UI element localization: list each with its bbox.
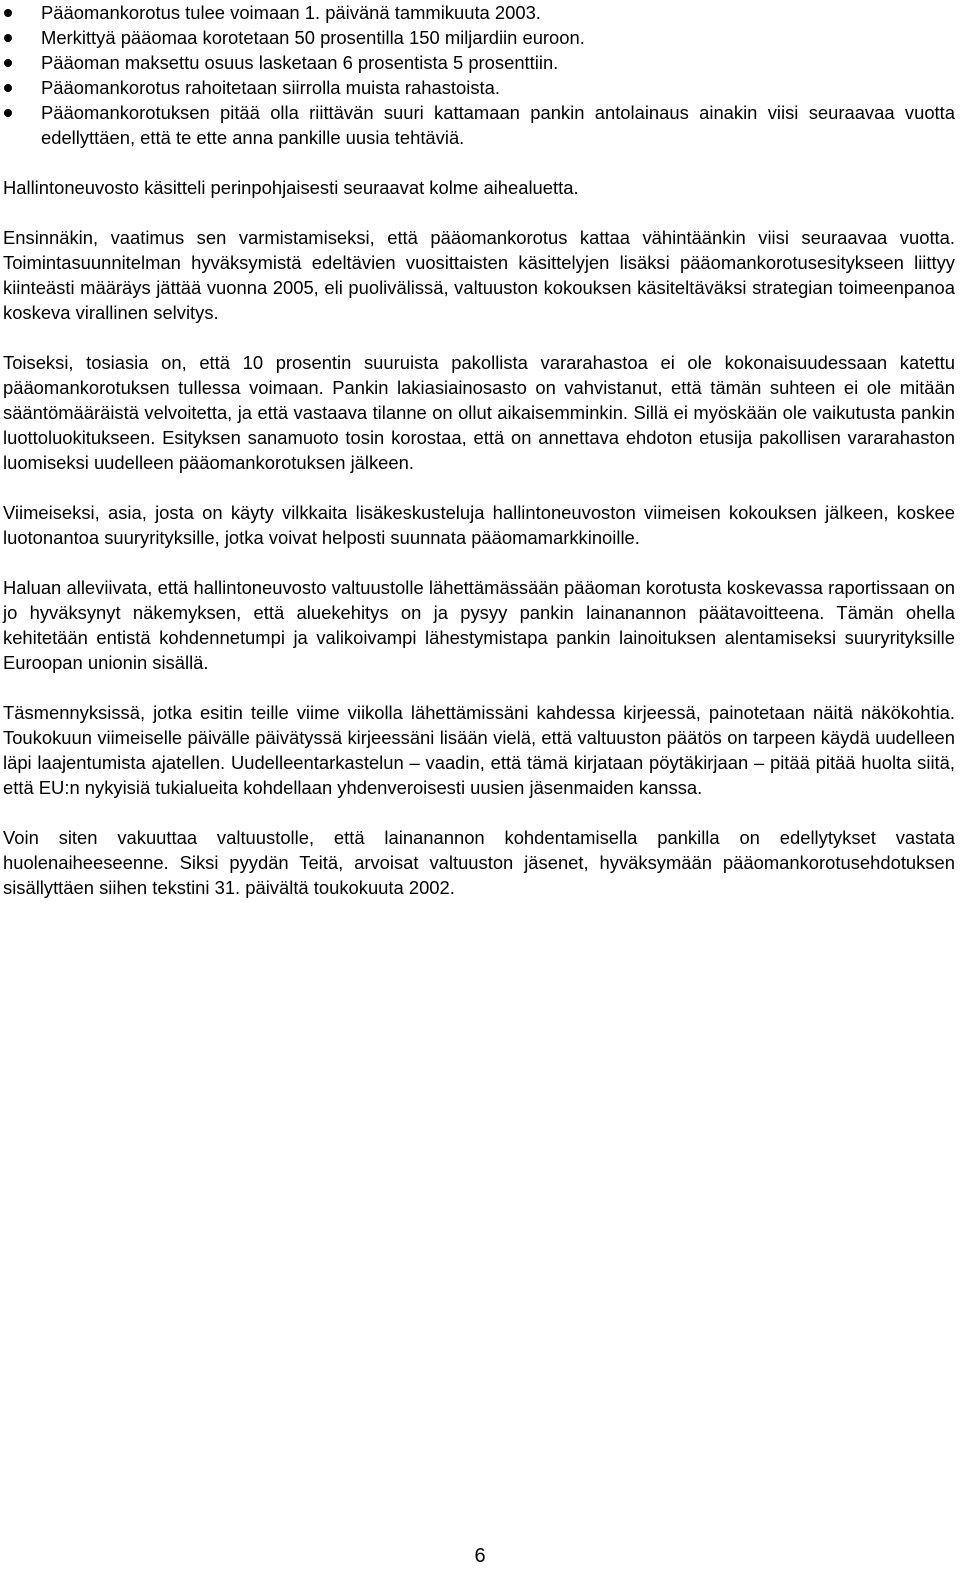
- bullet-text: Pääomankorotus tulee voimaan 1. päivänä tammikuuta 2003.: [41, 2, 541, 23]
- bullet-text: Pääomankorotuksen pitää olla riittävän suuri kattamaan pankin antolainaus ainakin viisi seuraavaa vuotta edellyttäen, että te ette anna pankille uusia tehtäviä.: [41, 102, 955, 148]
- bullet-item: [3, 0, 955, 25]
- bullet-list: [3, 0, 955, 150]
- paragraph-first-point: Ensinnäkin, vaatimus sen varmistamiseksi, että pääomankorotus kattaa vähintäänkin viisi seuraavaa vuotta. Toimintasuunnitelman hyväksymistä edeltävien vuosittaisten käsittelyjen lisäksi pääomankorotusesitykseen liittyy kiinteästi määräys jättää vuonna 2005, eli puolivälissä, valtuuston kokouksen käsiteltäväksi strategian toimeenpanoa koskeva virallinen selvitys.: [3, 227, 955, 323]
- paragraph-conclusion: Voin siten vakuuttaa valtuustolle, että lainanannon kohdentamisella pankilla on edellytykset vastata huolenaiheeseenne. Siksi pyydän Teitä, arvoisat valtuuston jäsenet, hyväksymään pääomankorotusehdotuksen sisällyttäen siihen tekstini 31. päivältä toukokuuta 2002.: [3, 827, 955, 898]
- bullet-text: Pääomankorotus rahoitetaan siirrolla muista rahastoista.: [41, 77, 500, 98]
- paragraph-last-point: Viimeiseksi, asia, josta on käyty vilkkaita lisäkeskusteluja hallintoneuvoston viimeisen kokouksen jälkeen, koskee luotonantoa suuryrityksille, jotka voivat helposti suunnata pääomamarkkinoille.: [3, 502, 955, 548]
- bullet-dot-icon: [4, 59, 12, 67]
- bullet-text: Pääoman maksettu osuus lasketaan 6 prosentista 5 prosenttiin.: [41, 52, 559, 73]
- paragraph-clarifications: Täsmennyksissä, jotka esitin teille viime viikolla lähettämissäni kahdessa kirjeessä, painotetaan näitä näkökohtia. Toukokuun viimeiselle päivälle päivätyssä kirjeessäni lisään vielä, että valtuuston päätös on tarpeen käydä uudelleen läpi laajentumista ajatellen. Uudelleentarkastelun – vaadin, että tämä kirjataan pöytäkirjaan – pitää pitää huolta siitä, että EU:n nykyisiä tukialueita kohdellaan yhdenveroisesti uusien jäsenmaiden kanssa.: [3, 702, 955, 798]
- bullet-item: [3, 50, 955, 75]
- bullet-item: [3, 75, 955, 100]
- bullet-text: Merkittyä pääomaa korotetaan 50 prosentilla 150 miljardiin euroon.: [41, 27, 585, 48]
- bullet-dot-icon: [4, 34, 12, 42]
- bullet-dot-icon: [4, 84, 12, 92]
- bullet-item: [3, 100, 955, 150]
- paragraph-intro: Hallintoneuvosto käsitteli perinpohjaisesti seuraavat kolme aihealuetta.: [3, 177, 579, 198]
- document-page: [3, 0, 955, 900]
- bullet-dot-icon: [4, 9, 12, 17]
- paragraph-emphasis: Haluan alleviivata, että hallintoneuvosto valtuustolle lähettämässään pääoman korotusta koskevassa raportissaan on jo hyväksynyt näkemyksen, että aluekehitys on ja pysyy pankin lainanannon päätavoitteena. Tämän ohella kehitetään entistä kohdennetumpi ja valikoivampi lähestymistapa pankin lainoituksen alentamiseksi suuryrityksille Euroopan unionin sisällä.: [3, 577, 955, 673]
- bullet-dot-icon: [4, 109, 12, 117]
- page-number: 6: [474, 1545, 486, 1567]
- bullet-item: [3, 25, 955, 50]
- paragraph-second-point: Toiseksi, tosiasia on, että 10 prosentin suuruista pakollista vararahastoa ei ole kokonaisuudessaan katettu pääomankorotuksen tullessa voimaan. Pankin lakiasiainosasto on vahvistanut, että tämän suhteen ei ole mitään sääntömääräistä velvoitetta, ja että vastaava tilanne on ollut aikaisemminkin. Sillä ei myöskään ole vaikutusta pankin luottoluokitukseen. Esityksen sanamuoto tosin korostaa, että on annettava ehdoton etusija pakollisen vararahaston luomiseksi uudelleen pääomankorotuksen jälkeen.: [3, 352, 955, 473]
